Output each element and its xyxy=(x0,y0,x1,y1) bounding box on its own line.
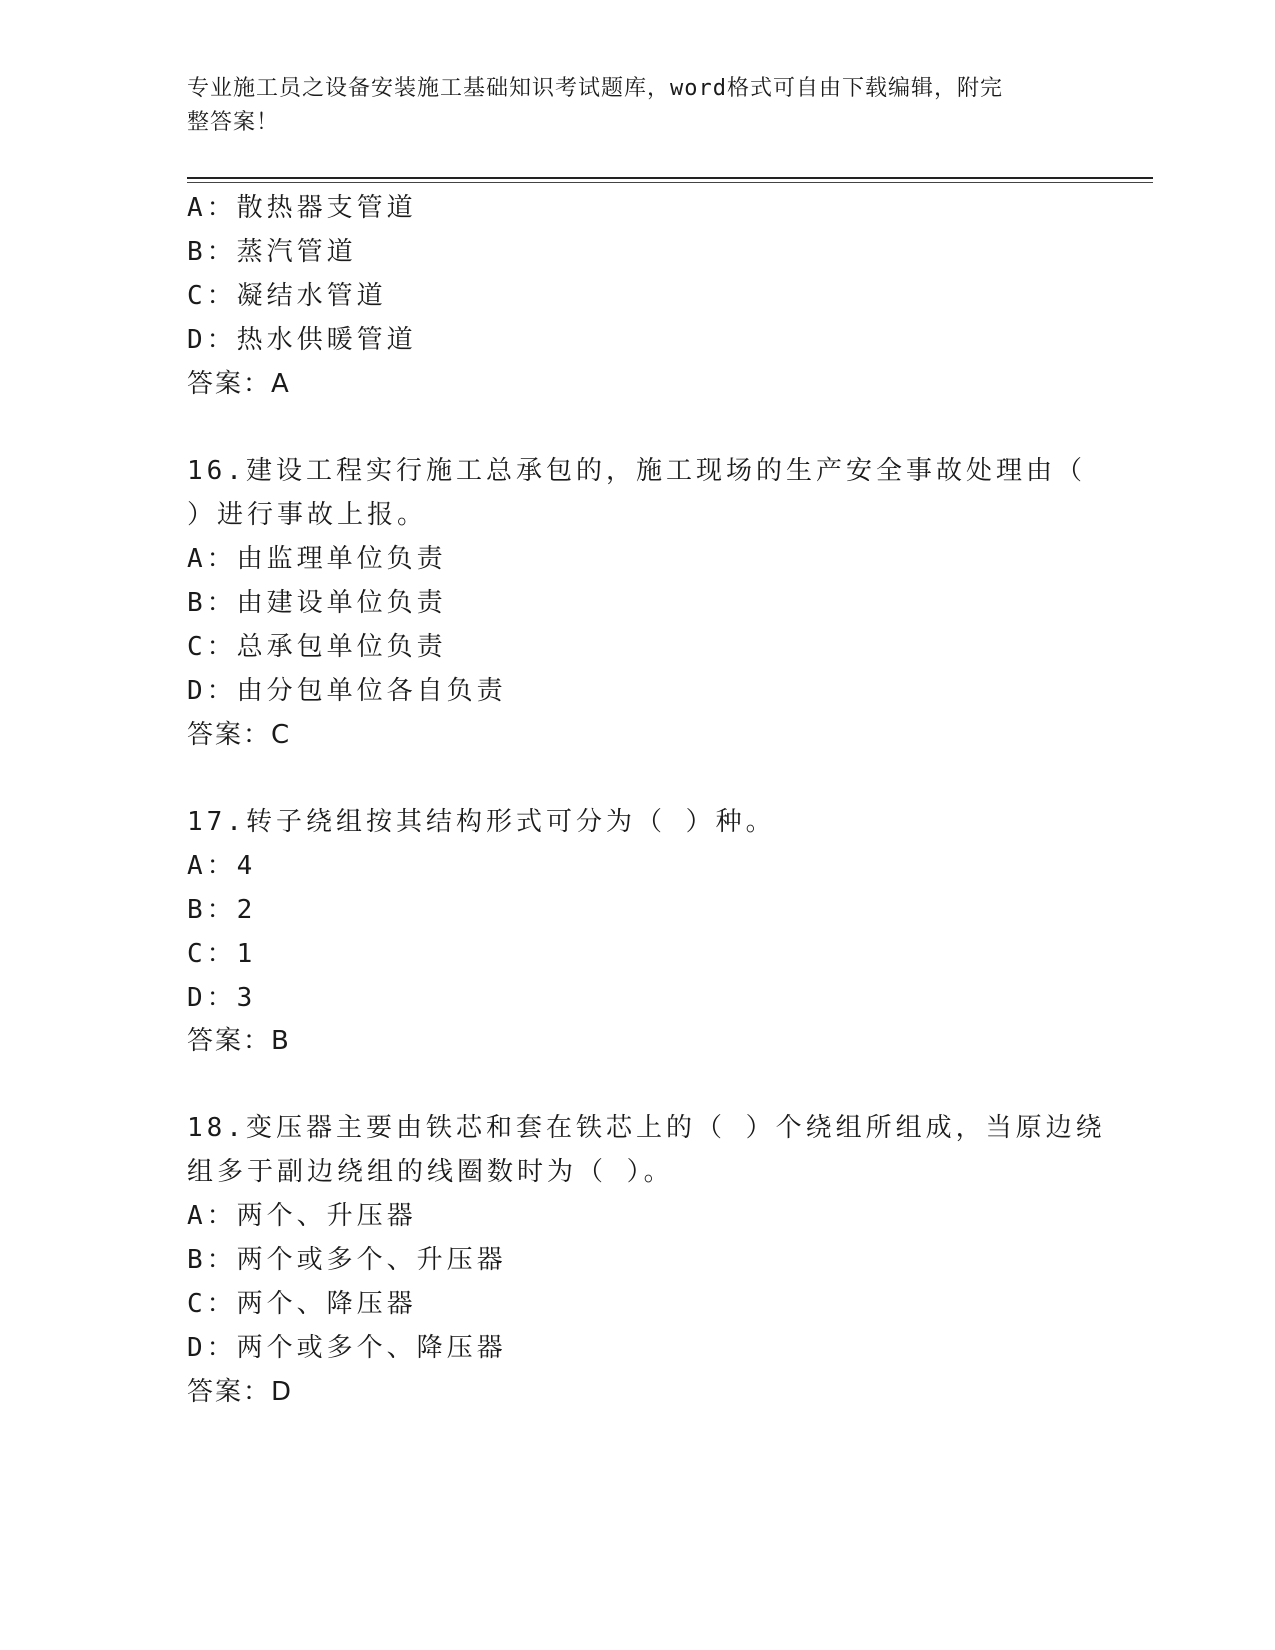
q16-option-b: B：由建设单位负责 xyxy=(187,588,447,618)
q15-option-c: C：凝结水管道 xyxy=(187,281,387,311)
q18-option-d: D：两个或多个、降压器 xyxy=(187,1333,507,1363)
q16-option-d: D：由分包单位各自负责 xyxy=(187,676,507,706)
q18-option-a: A：两个、升压器 xyxy=(187,1201,417,1231)
q17-option-c: C：1 xyxy=(187,939,257,969)
q17-option-d: D：3 xyxy=(187,983,257,1013)
header-line-2: 整答案！ xyxy=(187,110,280,135)
q17-stem-line-1: 17.转子绕组按其结构形式可分为（ ）种。 xyxy=(187,807,776,837)
q16-answer: 答案：C xyxy=(187,720,292,750)
q18-stem-line-1: 18.变压器主要由铁芯和套在铁芯上的（ ）个绕组所组成，当原边绕 xyxy=(187,1113,1106,1143)
q17-option-a: A：4 xyxy=(187,851,257,881)
q16-stem-line-1: 16.建设工程实行施工总承包的，施工现场的生产安全事故处理由（ xyxy=(187,456,1086,486)
q18-option-b: B：两个或多个、升压器 xyxy=(187,1245,507,1275)
q17-option-b: B：2 xyxy=(187,895,257,925)
document-header xyxy=(187,72,1067,140)
q15-option-b: B：蒸汽管道 xyxy=(187,237,357,267)
header-line-1: 专业施工员之设备安装施工基础知识考试题库，word格式可自由下载编辑，附完 xyxy=(187,76,1003,101)
q16-option-c: C：总承包单位负责 xyxy=(187,632,447,662)
q15-option-a: A：散热器支管道 xyxy=(187,193,417,223)
q16-stem-line-2: ）进行事故上报。 xyxy=(187,500,428,530)
header-divider-thick xyxy=(187,177,1153,179)
q15-answer: 答案：A xyxy=(187,369,291,399)
q17-answer: 答案：B xyxy=(187,1026,291,1056)
q18-answer: 答案：D xyxy=(187,1377,294,1407)
q18-option-c: C：两个、降压器 xyxy=(187,1289,417,1319)
q16-option-a: A：由监理单位负责 xyxy=(187,544,447,574)
header-divider-thin xyxy=(187,182,1153,183)
q18-stem-line-2: 组多于副边绕组的线圈数时为（ ）。 xyxy=(187,1157,674,1187)
q15-option-d: D：热水供暖管道 xyxy=(187,325,417,355)
